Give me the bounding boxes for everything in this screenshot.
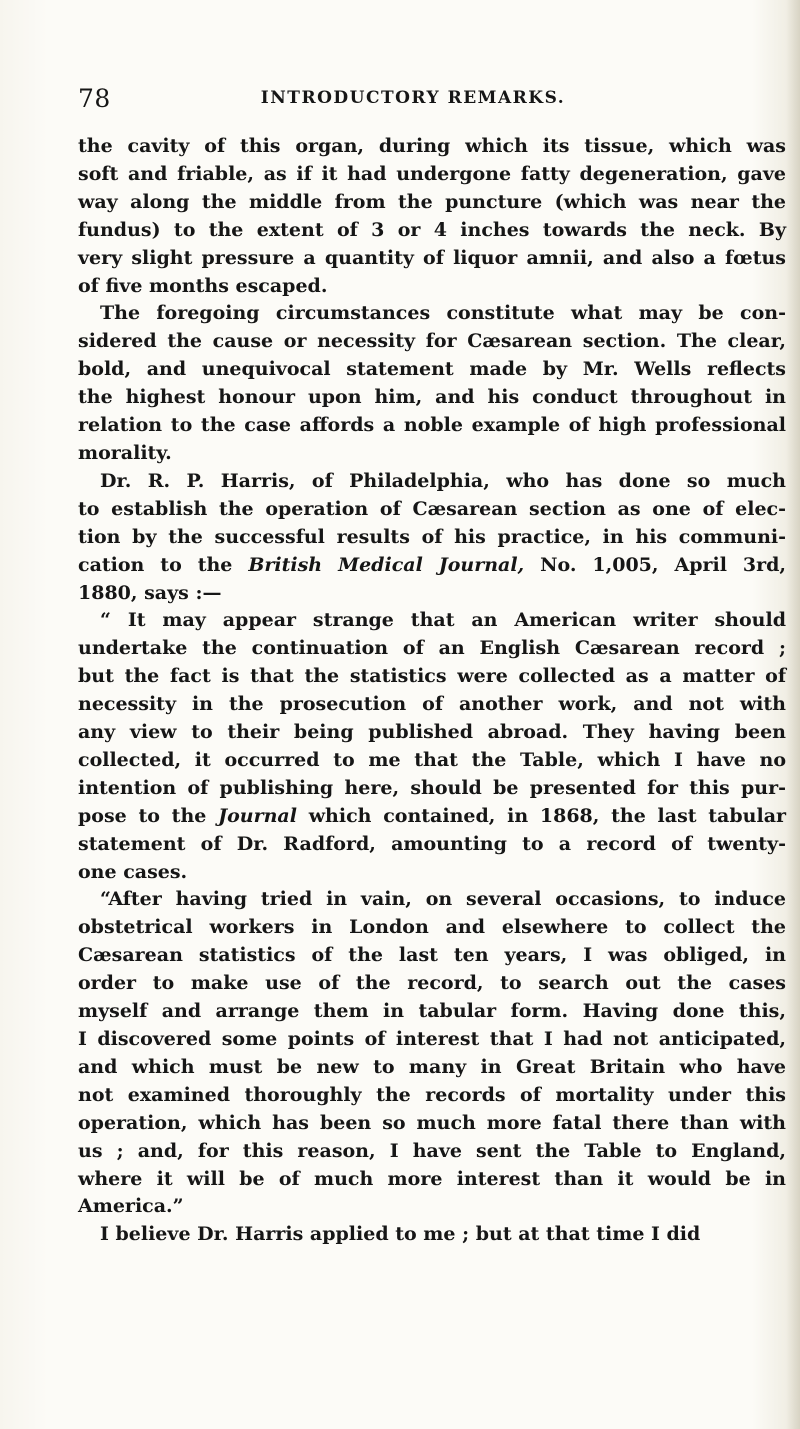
text-line: necessity in the prosecution of another work, and not with — [78, 693, 786, 716]
text-line: obstetrical workers in London and elsewhere to collect the — [78, 916, 786, 939]
page-edge-shadow — [786, 0, 800, 1429]
text-run: which contained, in 1868, the last tabular — [296, 804, 787, 827]
text-line: the highest honour upon him, and his conduct throughout in — [78, 386, 786, 409]
text-line: sidered the cause or necessity for Cæsarean section. The clear, — [78, 330, 786, 353]
text-line: collected, it occurred to me that the Table, which I have no — [78, 748, 786, 771]
text-line: but the fact is that the statistics were collected as a matter of — [78, 665, 786, 688]
body-text — [78, 133, 786, 1249]
text-line: bold, and unequivocal statement made by Mr. Wells reflects — [78, 358, 786, 381]
text-line: any view to their being published abroad. They having been — [78, 721, 786, 744]
text-line: Dr. R. P. Harris, of Philadelphia, who has done so much — [100, 469, 786, 492]
text-line: America.” — [78, 1195, 184, 1218]
text-line — [78, 552, 786, 580]
italic-title: British Medical Journal, — [248, 553, 525, 576]
text-line: the cavity of this organ, during which its tissue, which was — [78, 135, 786, 157]
text-line: soft and friable, as if it had undergone fatty degeneration, gave — [78, 162, 786, 185]
text-line: relation to the case affords a noble example of high professional — [78, 414, 786, 437]
text-line: intention of publishing here, should be presented for this pur- — [78, 776, 786, 799]
text-line: The foregoing circumstances constitute what may be con- — [100, 302, 786, 325]
italic-title: Journal — [218, 804, 297, 827]
text-line: “After having tried in vain, on several occasions, to induce — [100, 888, 786, 911]
text-line: very slight pressure a quantity of liquor amnii, and also a fœtus — [78, 246, 786, 269]
text-run: No. 1,005, April 3rd, — [524, 553, 787, 576]
text-line: “ It may appear strange that an American writer should — [100, 609, 786, 632]
text-line: way along the middle from the puncture (which was near the — [78, 190, 786, 213]
text-run: pose to the — [78, 804, 219, 827]
text-line: and which must be new to many in Great Britain who have — [78, 1055, 786, 1078]
text-line: order to make use of the record, to search out the cases — [78, 972, 786, 995]
text-line: Cæsarean statistics of the last ten years, I was obliged, in — [78, 944, 786, 967]
text-line: I believe Dr. Harris applied to me ; but at that time I did — [100, 1223, 701, 1246]
text-line: I discovered some points of interest that I had not anticipated, — [78, 1028, 786, 1050]
text-line: myself and arrange them in tabular form. Having done this, — [78, 1000, 786, 1023]
text-line: undertake the continuation of an English Cæsarean record ; — [78, 637, 786, 660]
text-line — [78, 803, 786, 831]
page-header — [78, 84, 718, 114]
text-line: 1880, says :— — [78, 581, 222, 604]
text-line: fundus) to the extent of 3 or 4 inches towards the neck. By — [78, 218, 786, 241]
text-line: us ; and, for this reason, I have sent the Table to England, — [78, 1139, 786, 1162]
text-line: operation, which has been so much more fatal there than with — [78, 1111, 786, 1134]
text-line: to establish the operation of Cæsarean section as one of elec- — [78, 497, 786, 520]
text-line: not examined thoroughly the records of mortality under this — [78, 1083, 786, 1106]
page-number: 78 — [78, 84, 111, 113]
text-line: statement of Dr. Radford, amounting to a record of twenty- — [78, 832, 786, 855]
text-line: one cases. — [78, 860, 188, 883]
running-head: INTRODUCTORY REMARKS. — [260, 88, 566, 108]
text-line: tion by the successful results of his practice, in his communi- — [78, 525, 786, 548]
text-line: morality. — [78, 441, 172, 464]
text-line: where it will be of much more interest than it would be in — [78, 1167, 786, 1190]
text-line: of five months escaped. — [78, 274, 328, 297]
text-run: cation to the — [78, 553, 249, 576]
